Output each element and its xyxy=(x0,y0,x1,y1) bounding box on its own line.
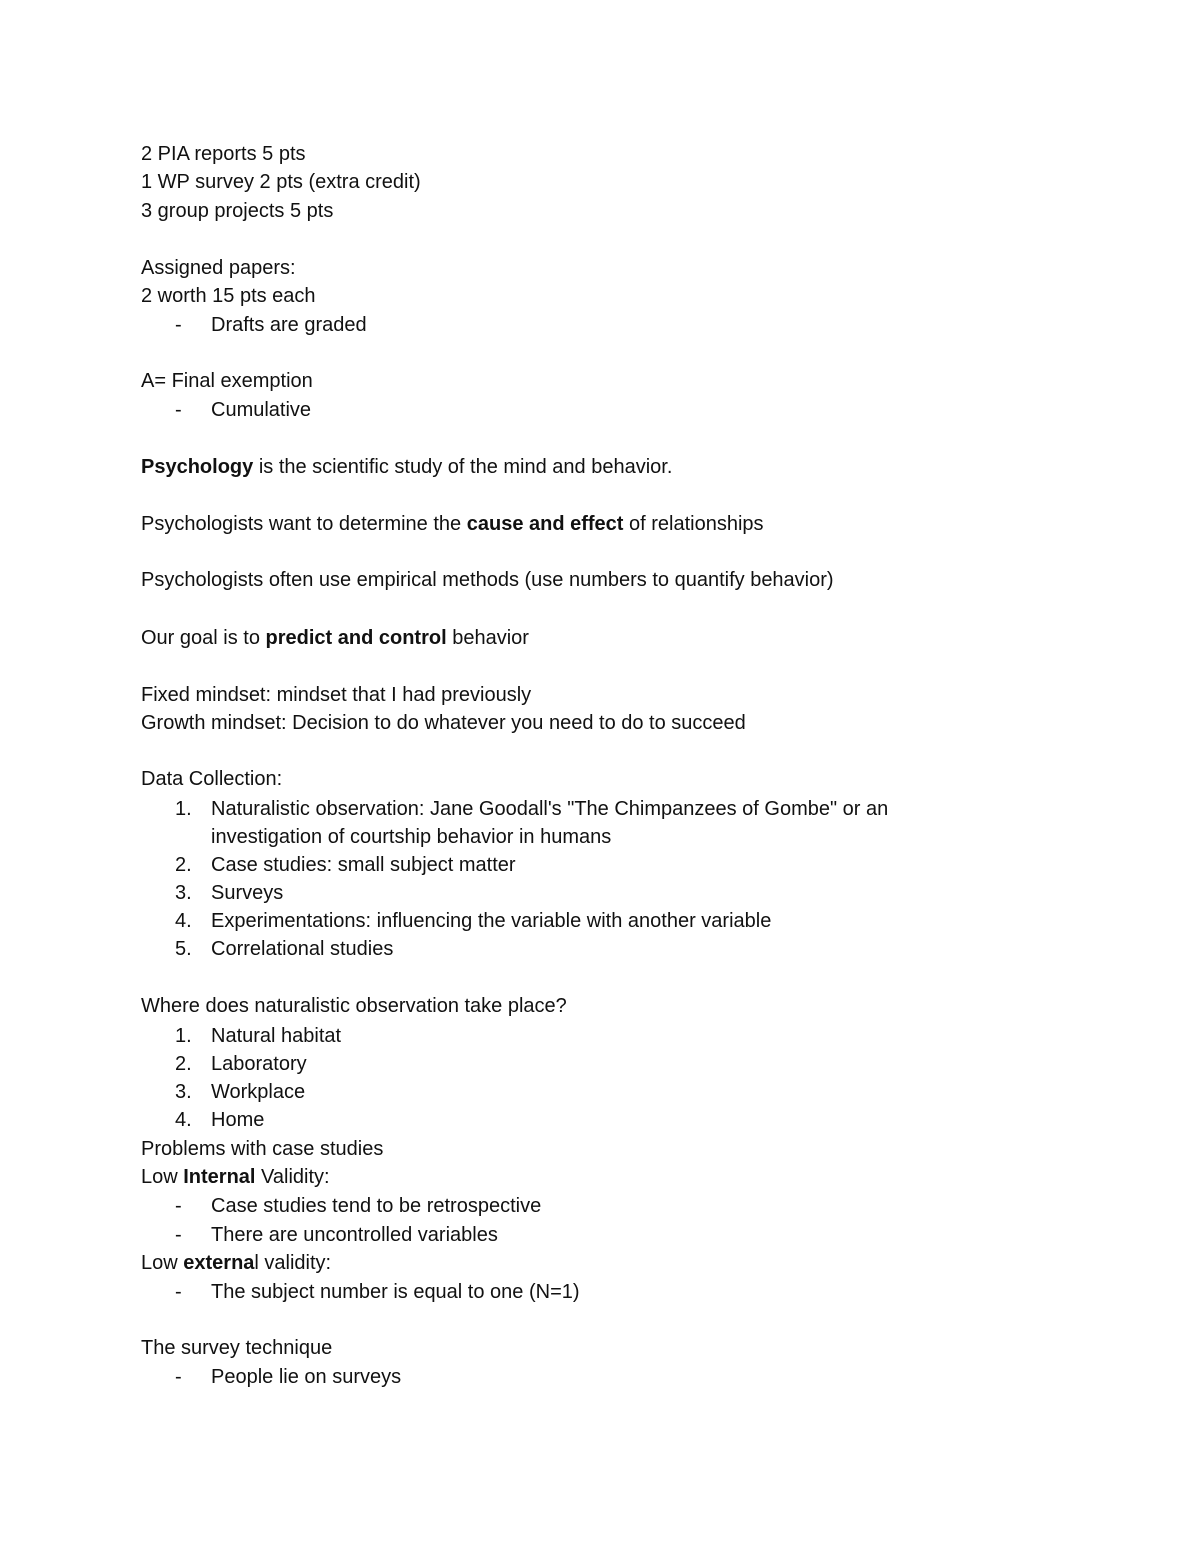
data-collection-heading: Data Collection: xyxy=(141,768,283,790)
list-item-text: People lie on surveys xyxy=(211,1366,402,1388)
list-item-text: Case studies: small subject matter xyxy=(211,854,516,876)
list-item-text: The subject number is equal to one (N=1) xyxy=(211,1281,580,1303)
list-item-text: Case studies tend to be retrospective xyxy=(211,1195,542,1217)
definition-line xyxy=(141,455,672,479)
text-line xyxy=(141,1165,330,1189)
list-item-text: Naturalistic observation: Jane Goodall's "The Chimpanzees of Gombe" or an xyxy=(211,798,889,820)
text-line: Growth mindset: Decision to do whatever you need to do to succeed xyxy=(141,712,746,734)
list-number: 5. xyxy=(175,938,192,960)
list-number: 2. xyxy=(175,854,192,876)
list-item-text: Cumulative xyxy=(211,399,312,421)
bullet-dash: - xyxy=(175,1195,182,1217)
bullet-dash: - xyxy=(175,1281,182,1303)
bullet-dash: - xyxy=(175,1224,182,1246)
list-number: 1. xyxy=(175,1025,192,1047)
text-run: behavior xyxy=(446,627,529,649)
list-number: 3. xyxy=(175,882,192,904)
bullet-dash: - xyxy=(175,399,182,421)
text-line: Fixed mindset: mindset that I had previously xyxy=(141,684,532,706)
list-number: 4. xyxy=(175,910,192,932)
text-line: Problems with case studies xyxy=(141,1138,384,1160)
list-item-text: Home xyxy=(211,1109,265,1131)
term-cause-effect: cause and effect xyxy=(466,513,624,535)
list-item-text: Drafts are graded xyxy=(211,314,367,336)
list-item-text: Laboratory xyxy=(211,1053,307,1075)
definition-text: is the scientific study of the mind and behavior. xyxy=(253,456,673,478)
text-line: 1 WP survey 2 pts (extra credit) xyxy=(141,171,421,193)
term-internal: Internal xyxy=(183,1166,256,1188)
list-item-text: Workplace xyxy=(211,1081,306,1103)
list-number: 4. xyxy=(175,1109,192,1131)
list-number: 1. xyxy=(175,798,192,820)
list-item-text: Experimentations: influencing the variable with another variable xyxy=(211,910,772,932)
text-line: 2 PIA reports 5 pts xyxy=(141,143,306,165)
text-run: Validity: xyxy=(255,1166,330,1188)
list-item-text: investigation of courtship behavior in humans xyxy=(211,826,612,848)
text-line xyxy=(141,1251,331,1275)
text-run: Low xyxy=(141,1252,184,1274)
text-run: Low xyxy=(141,1166,184,1188)
term-predict-control: predict and control xyxy=(265,627,447,649)
text-line xyxy=(141,512,764,536)
text-line: The survey technique xyxy=(141,1337,333,1359)
text-line: Psychologists often use empirical methods (use numbers to quantify behavior) xyxy=(141,569,834,591)
text-line: 3 group projects 5 pts xyxy=(141,200,334,222)
list-number: 2. xyxy=(175,1053,192,1075)
text-run: l validity: xyxy=(254,1252,332,1274)
list-item-text: Surveys xyxy=(211,882,284,904)
assigned-papers-heading: Assigned papers: xyxy=(141,257,296,279)
list-item-text: There are uncontrolled variables xyxy=(211,1224,498,1246)
text-line xyxy=(141,626,529,650)
text-line: A= Final exemption xyxy=(141,370,313,392)
text-run: Our goal is to xyxy=(141,627,266,649)
bullet-dash: - xyxy=(175,314,182,336)
list-item-text: Natural habitat xyxy=(211,1025,342,1047)
text-line: 2 worth 15 pts each xyxy=(141,285,316,307)
text-run: of relationships xyxy=(623,513,764,535)
term-psychology: Psychology xyxy=(141,456,254,478)
text-run: Psychologists want to determine the xyxy=(141,513,467,535)
question-heading: Where does naturalistic observation take place? xyxy=(141,995,567,1017)
term-external: externa xyxy=(183,1252,255,1274)
list-item-text: Correlational studies xyxy=(211,938,394,960)
bullet-dash: - xyxy=(175,1366,182,1388)
list-number: 3. xyxy=(175,1081,192,1103)
